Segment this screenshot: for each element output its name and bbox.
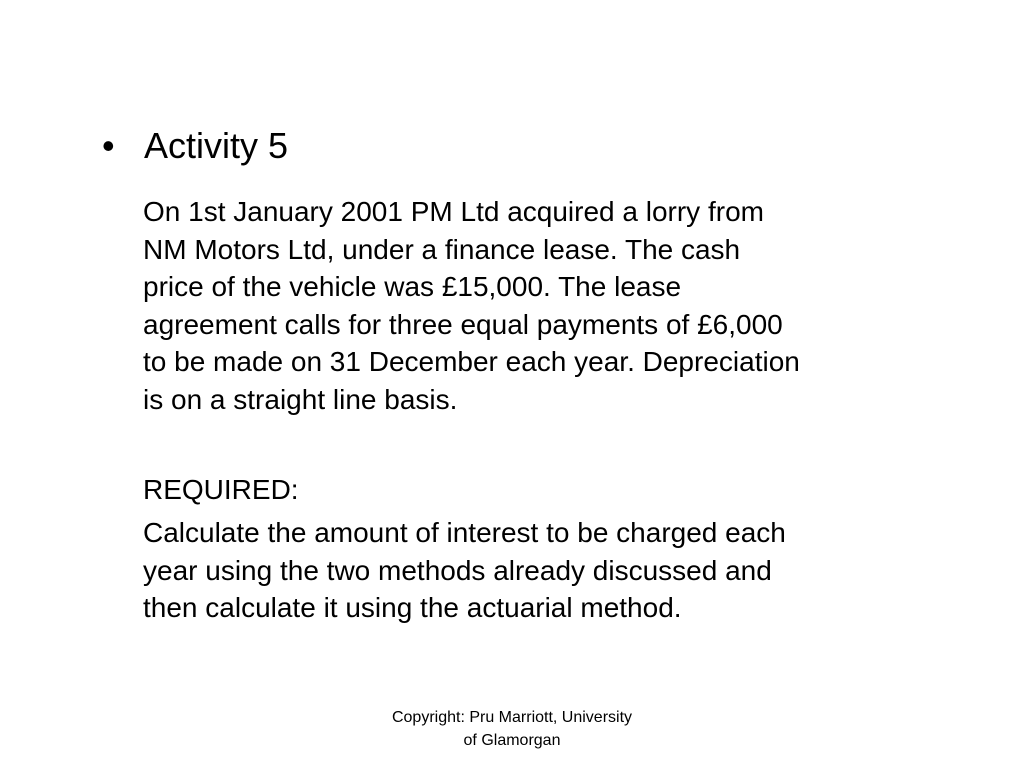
scenario-paragraph (143, 193, 963, 418)
required-label: REQUIRED: (143, 474, 299, 505)
scenario-line: agreement calls for three equal payments of £6,000 (143, 308, 783, 340)
bullet-icon: • (102, 125, 115, 166)
copyright-line: Copyright: Pru Marriott, University (391, 709, 633, 726)
scenario-line: is on a straight line basis. (143, 383, 458, 415)
copyright-footer (340, 706, 684, 752)
scenario-line: price of the vehicle was £15,000. The lease (143, 271, 682, 302)
activity-heading-row (102, 124, 288, 168)
slide-heading: Activity 5 (144, 125, 289, 166)
scenario-line: to be made on 31 December each year. Depreciation (143, 346, 800, 377)
scenario-line: On 1st January 2001 PM Ltd acquired a lorry from (143, 196, 764, 227)
copyright-line: of Glamorgan (463, 732, 561, 749)
task-line: year using the two methods already discussed and (143, 554, 772, 586)
task-line: then calculate it using the actuarial method. (143, 592, 682, 623)
task-paragraph (143, 514, 963, 627)
task-line: Calculate the amount of interest to be charged each (143, 517, 786, 548)
scenario-line: NM Motors Ltd, under a finance lease. The cash (143, 233, 741, 265)
